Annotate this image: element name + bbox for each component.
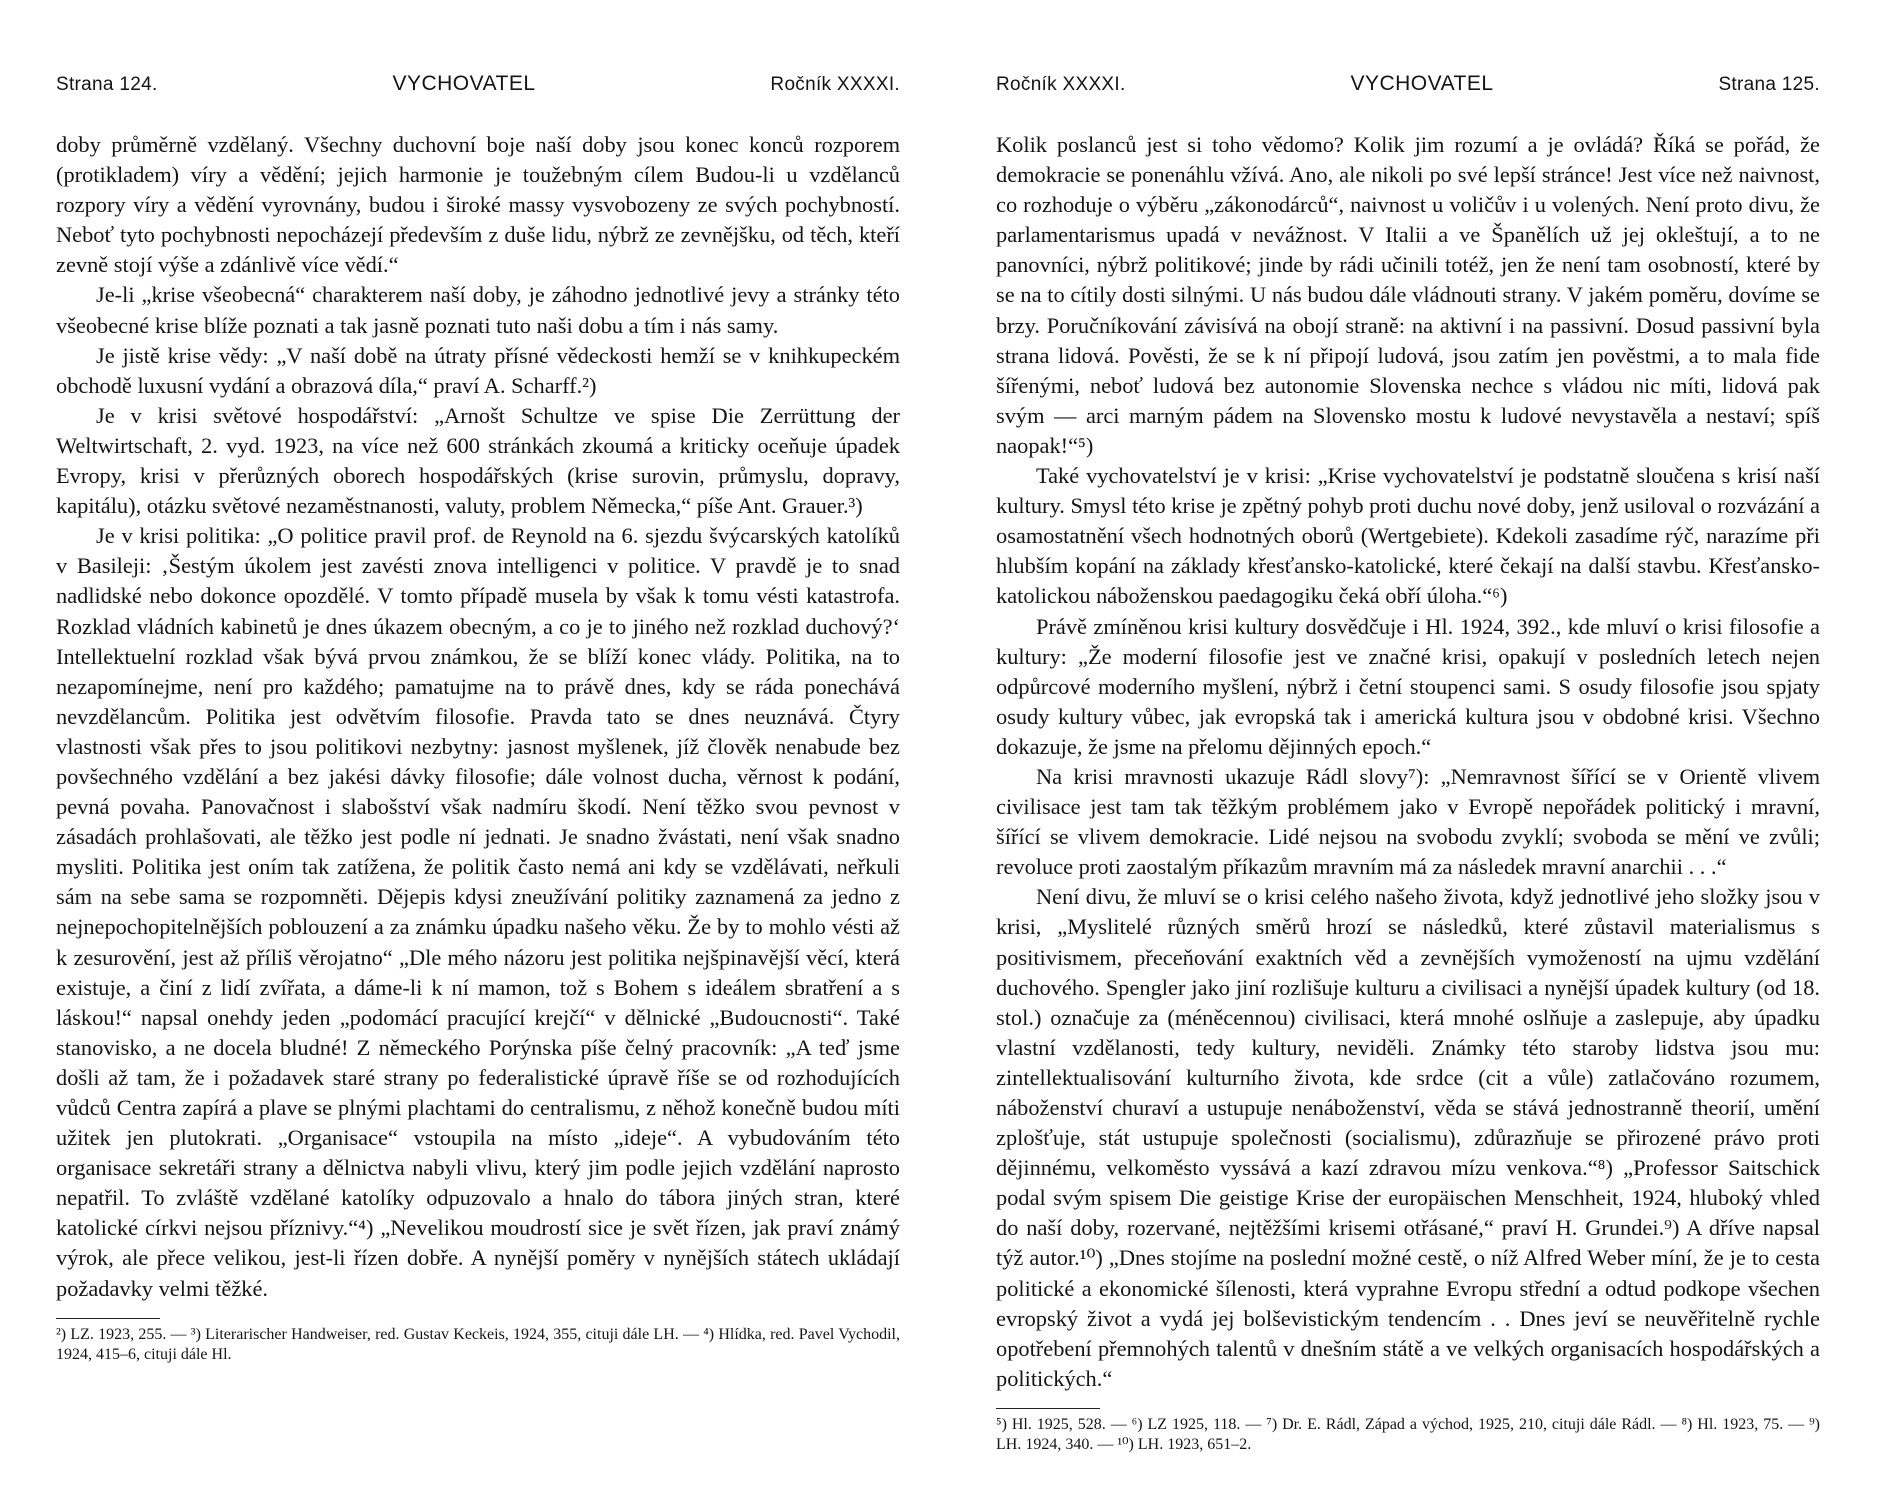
paragraph: Je jistě krise vědy: „V naší době na útraty přísné vědeckosti hemží se v knihkupeckém obchodě luxusní vydání a obrazová díla,“ praví A. Scharff.²) [56,342,900,398]
page-number: Strana 124. [56,74,158,95]
footnote-divider [56,1318,160,1319]
footnotes-left: ²) LZ. 1923, 255. — ³) Literarischer Handweiser, red. Gustav Keckeis, 1924, 355, cituji dále LH. — ⁴) Hlídka, red. Pavel Vychodil, 1924, 415–6, cituji dále Hl. [56,1325,900,1363]
volume-label: Ročník XXXXI. [770,74,900,95]
paragraph: Je-li „krise všeobecná“ charakterem naší doby, je záhodno jednotlivé jevy a stránky této všeobecné krise blíže poznati a tak jasně poznati tuto naši dobu a tím i nás samy. [56,282,900,338]
footnotes-right: ⁵) Hl. 1925, 528. — ⁶) LZ 1925, 118. — ⁷) Dr. E. Rádl, Západ a východ, 1925, 210, cituji dále Rádl. — ⁸) Hl. 1923, 75. — ⁹) LH. 1924, 340. — ¹⁰) LH. 1923, 651–2. [996,1415,1820,1453]
paragraph: Také vychovatelství je v krisi: „Krise vychovatelství je podstatně sloučena s krisí naší kultury. Smysl této krise je zpětný pohyb proti duchu nové doby, jenž usiloval o rozvázání a osamostatnění všech hodnotných oborů (Wertgebiete). Kdekoli zasadíme rýč, narazíme při hlubším kopání na základy křesťansko-katolické, které čekají na další stavbu. Křesťansko-katolickou náboženskou paedagogiku čeká obří úloha.“⁶) [996,463,1820,609]
paragraph: Kolik poslanců jest si toho vědomo? Kolik jim rozumí a je ovládá? Říká se pořád, že demokracie se ponenáhlu vžívá. Ano, ale nikoli po své lepší stránce! Jest více než naivnost, co rozhoduje o výběru „zákonodárců“, naivnost u voličův i u volených. Není proto divu, že parlamentarismus upadá v nevážnost. V Italii a ve Španělích už jej okleštují, a to ne panovníci, nýbrž politikové; jinde by rádi učinili totéž, jen že není tam osobností, které by se na to cítily dosti silnými. U nás budou dále vládnouti strany. V jakém poměru, dovíme se brzy. Poručníkování závisívá na obojí straně: na aktivní i na passivní. Dosud passivní byla strana lidová. Pověsti, že se k ní připojí ludová, jsou zatím jen pověstmi, a to mala fide šířenými, neboť ludová bez autonomie Slovenska nechce s vládou nic míti, lidová pak svým — arci marným pádem na Slovensko mostu k ludové nevystavěla a nestaví; spíš naopak!“⁵) [996,132,1820,458]
paragraph: Není divu, že mluví se o krisi celého našeho života, když jednotlivé jeho složky jsou v krisi, „Myslitelé různých směrů hrozí se následků, které zůstavil materialismus s positivismem, přeceňování exaktních věd a zevnějších vymožeností na ujmu vzdělání duchového. Spengler jako jiní rozlišuje kulturu a civilisaci a nynější úpadek kultury (od 18. stol.) označuje za (méněcennou) civilisaci, která mnohé oslňuje a zaslepuje, aby úpadku vlastní vzdělanosti, tedy kultury, neviděli. Známky této staroby lidstva jsou mu: zintellektualisování kulturního života, kde srdce (cit a vůle) zatlačováno rozumem, náboženství churaví a ustupuje nenáboženství, věda se stává jednostranně theorií, umění zplošťuje, stát ustupuje společnosti (socialismu), zdůrazňuje se přirozené právo proti dějinnému, velkoměsto vyssává a kazí zdravou mízu venkova.“⁸) „Professor Saitschick podal svým spisem Die geistige Krise der europäischen Menschheit, 1924, hluboký vhled do naší doby, rozervané, nejtěžšími krisemi otřásané,“ praví H. Grundei.⁹) A dříve napsal týž autor.¹⁰) „Dnes stojíme na poslední možné cestě, o níž Alfred Weber míní, že je to cesta politické a ekonomické šílenosti, která vyprahne Evropu střední a odtud podkope všechen evropský život a vydá jej bolševistickým tendencím . . Dnes jeví se neuvěřitelně rychle opotřebení přemnohých talentů v dnešním státě a ve velkých organisacích hospodářských a politických.“ [996,884,1820,1391]
paragraph: Právě zmíněnou krisi kultury dosvědčuje i Hl. 1924, 392., kde mluví o krisi filosofie a kultury: „Že moderní filosofie jest ve značné krisi, opakují v posledních letech nejen odpůrcové moderního myšlení, nýbrž i četní stoupenci sami. S osudy filosofie jsou spjaty osudy kultury vůbec, jak evropská tak i americká kultura jsou v obdobné krisi. Všechno dokazuje, že jsme na přelomu dějinných epoch.“ [996,613,1820,759]
paragraph: Na krisi mravnosti ukazuje Rádl slovy⁷): „Nemravnost šířící se v Orientě vlivem civilisace jest tam tak těžkým problémem jako v Evropě nepořádek politický i mravní, šířící se vlivem demokracie. Lidé nejsou na svobodu zvyklí; svoboda se mění ve zvůli; revoluce proti zaostalým příkazům mravním má za následek mravní anarchii . . .“ [996,763,1820,880]
paragraph: Je v krisi politika: „O politice pravil prof. de Reynold na 6. sjezdu švýcarských katolíků v Basileji: ‚Šestým úkolem jest zavésti znova intelligenci v politice. V pravdě je to snad nadlidské nebo dokonce opozdělé. V tomto případě musela by však k tomu vésti katastrofa. Rozklad vládních kabinetů je dnes úkazem obecným, a co je to jiného než rozklad duchový?‘ Intellektuelní rozklad však bývá prvou známkou, že se blíží konec vlády. Politika, na to nezapomínejme, není pro každého; pamatujme na to právě dnes, kdy se ráda ponechává nevzdělancům. Politika jest odvětvím filosofie. Pravda tato se dnes neuznává. Čtyry vlastnosti však přes to jsou politikovi nezbytny: jasnost myšlenek, jíž člověk nenabude bez povšechného vzdělání a bez jakési dávky filosofie; dále volnost ducha, věrnost k podání, pevná povaha. Panovačnost i slabošství však nadmíru škodí. Není těžko svou pevnost v zásadách prohlašovati, ale těžko jest podle ní jednati. Je snadno žvástati, není však snadno mysliti. Politika jest oním tak zatížena, že politik často nemá ani kdy se vzdělávati, neřkuli sám na sebe sama se rozpomněti. Dějepis kdysi zneužívání politiky zaznamená za jedno z nejnepochopitelnějších poblouzení a za známku úpadku našeho věku. Že by to mohlo vésti až k zesurovění, jest až příliš věrojatno“ „Dle mého názoru jest politika nejšpinavější věcí, která existuje, a činí z lidí zvířata, a dáme-li k ní mamon, tož s Bohem s ideálem sbratření a s láskou!“ napsal onehdy jeden „podomácí pracující krejčí“ v dělnické „Budoucnosti“. Také stanovisko, a ne docela bludné! Z německého Porýnska píše čelný pracovník: „A teď jsme došli až tam, že i požadavek staré strany po federalistické úpravě říše se od rozhodujících vůdců Centra zapírá a plave se plnými plachtami do centralismu, z něhož konečně budou míti užitek jen plutokrati. „Organisace“ vstoupila na místo „ideje“. A vybudováním této organisace sekretáři strany a dělnictva nabyli vlivu, který jim podle jejich vzdělání naprosto nepatřil. To zvláště vzdělané katolíky odpuzovalo a hnalo do tábora jiných stran, které katolické církvi nejsou příznivy.“⁴) „Nevelikou moudrostí sice je svět řízen, jak praví známý výrok, ale přece velikou, jest-li řízen dobře. A nynější poměry v nynějších státech ukládají požadavky velmi těžké. [56,523,900,1301]
paragraph: Je v krisi světové hospodářství: „Arnošt Schultze ve spise Die Zerrüttung der Weltwirtschaft, 2. vyd. 1923, na více než 600 stránkách zkoumá a kriticky oceňuje úpadek Evropy, krisi v přerůzných oborech hospodářských (krise surovin, průmyslu, dopravy, kapitálu), otázku světové nezaměstnanosti, valuty, problem Německa,“ píše Ant. Grauer.³) [56,402,900,519]
volume-label: Ročník XXXXI. [996,74,1126,95]
page-header-left [56,72,900,102]
page-body-right [996,130,1820,1394]
page-number: Strana 125. [1718,74,1820,95]
journal-title: VYCHOVATEL [1350,72,1494,95]
journal-title: VYCHOVATEL [392,72,536,95]
right-page [940,0,1880,1500]
footnote-divider [996,1408,1100,1409]
page-body-left [56,130,900,1304]
paragraph: doby průměrně vzdělaný. Všechny duchovní boje naší doby jsou konec konců rozporem (protikladem) víry a vědění; jejich harmonie je toužebným cílem Budou-li u vzdělanců rozpory víry a vědění vyrovnány, budou i široké massy vysvobozeny ze svých pochybností. Neboť tyto pochybnosti nepocházejí především z duše lidu, nýbrž ze zevnějšku, od těch, kteří zevně stojí výše a zdánlivě více vědí.“ [56,132,900,278]
page-header-right [996,72,1820,102]
